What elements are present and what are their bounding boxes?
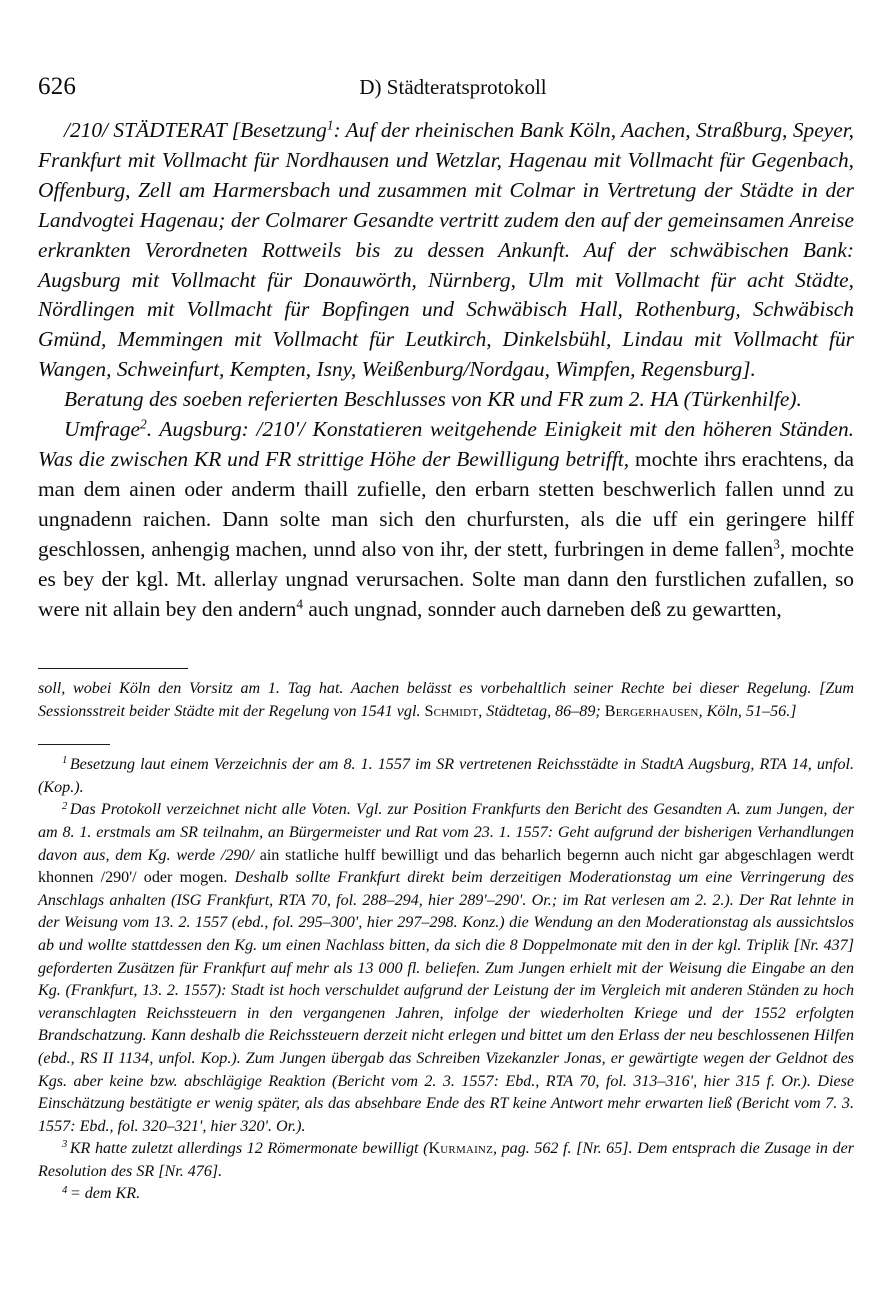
- footnote-text-a: soll, wobei Köln den Vorsitz am 1. Tag hat. Aachen belässt es vorbehaltlich seiner Rechte bei dieser Regelung. [Zum Sessionsstreit beider Städte mit der Regelung von 1541 vgl.: [38, 680, 854, 720]
- paragraph-text-roman-a: mochte ihrs erachtens, da man dem ainen oder anderm thaill zufielle, den erbarn stetten beschwerlich fallen unnd zu ungnadenn raichen. Dann solte man sich den churfursten, als die uff ein geringere hilff geschlossen, anhengig machen, unnd also von ihr, der stett, furbringen in deme fallen: [38, 446, 854, 561]
- footnote-text: Besetzung laut einem Verzeichnis der am 8. 1. 1557 im SR vertretenen Reichsstädte in StadtA Augsburg, RTA 14, unfol. (Kop.).: [38, 756, 854, 796]
- footnote-marker-2[interactable]: 2: [140, 416, 147, 432]
- paragraph-text-roman-b: , mochte es bey der kgl. Mt. allerlay ungnad verursachen. Solte man dann den furstlichen zufallen, so were nit allain bey den andern: [38, 536, 855, 621]
- page-number: 626: [38, 73, 77, 100]
- footnote-item-4: [38, 1183, 854, 1206]
- footnote-text-italic-a: Das Protokoll verzeichnet nicht alle Voten. Vgl. zur Position Frankfurts den Bericht des Gesandten A. zum Jungen, der am 8. 1. erstmals am SR teilnahm, an Bürgermeister und Rat vom 23. 1. 1557: Geht aufgrund der bisherigen Verhandlungen davon aus, dem Kg. werde /290/: [38, 801, 854, 864]
- running-title: D) Städteratsprotokoll: [359, 75, 547, 99]
- paragraph-lead: /210/ STÄDTERAT [Besetzung: [64, 118, 327, 142]
- paragraph-text-roman-c: auch ungnad, sonnder auch darneben deß zu gewartten,: [302, 596, 782, 621]
- footnote-number-4: 4: [62, 1184, 68, 1196]
- footnote-text: = dem KR.: [69, 1185, 141, 1203]
- footnote-text-b: , pag. 562 f. [Nr. 65]. Dem entsprach die Zusage in der Resolution des SR [Nr. 476].: [38, 1140, 854, 1180]
- citation-source-kurmainz: Kurmainz: [428, 1140, 493, 1158]
- running-head: [38, 72, 854, 102]
- paragraph-text: Beratung des soeben referierten Beschlusses von KR und FR zum 2. HA (Türkenhilfe).: [64, 387, 802, 412]
- footnote-number-3: 3: [62, 1139, 68, 1151]
- footnote-item-1: [38, 754, 854, 799]
- footnote-separator-rule: [38, 744, 110, 745]
- citation-author-bergerhausen: Bergerhausen: [604, 702, 699, 720]
- footnote-text-a: KR hatte zuletzt allerdings 12 Römermonate bewilligt (: [69, 1140, 429, 1158]
- paragraph-staedterat-besetzung: [38, 116, 854, 385]
- citation-author-schmidt: Schmidt: [424, 702, 479, 720]
- paragraph-umfrage-augsburg: [38, 415, 854, 624]
- footnote-apparatus: [38, 668, 854, 1206]
- footnote-continued: [38, 678, 854, 723]
- paragraph-text-italic: . Augsburg: /210'/ Konstatieren weitgehende Einigkeit mit den höheren Ständen. Was die zwischen KR und FR strittige Höhe der Bewilligung betrifft,: [38, 417, 854, 471]
- paragraph-lead: Umfrage: [64, 417, 141, 442]
- footnote-number-1: 1: [62, 755, 68, 767]
- footnote-marker-4[interactable]: 4: [296, 596, 303, 612]
- paragraph-beratung: [38, 385, 854, 415]
- footnote-text-italic-c: Deshalb sollte Frankfurt direkt beim derzeitigen Moderationstag um eine Verringerung des Anschlags anhalten (ISG Frankfurt, RTA 70, fol. 288–294, hier 289'–290'. Or.; im Rat verlesen am 2. 2.). Der Rat lehnte in der Weisung vom 13. 2. 1557 (ebd., fol. 295–300', hier 297–298. Konz.) die Wendung an den Moderationstag als aussichtslos ab und wollte stattdessen den Kg. um einen Nachlass bitten, da sich die 8 Doppelmonate mit den in der kgl. Triplik [Nr. 437] geforderten Zusätzen für Frankfurt auf mehr als 13 000 fl. beliefen. Zum Jungen erhielt mit der Weisung die Eingabe an den Kg. (Frankfurt, 13. 2. 1557): Stadt ist hoch verschuldet aufgrund der Leistung der im Vergleich mit anderen Ständen zu hoch veranschlagten Reichssteuern in den vergangenen Jahren, infolge der wiederholten Kriege und der 1552 erfolgten Brandschatzung. Kann deshalb die Reichssteuern derzeit nicht erlegen und bittet um den Erlass der neu beschlossenen Hilfen (ebd., RS II 1134, unfol. Kop.). Zum Jungen übergab das Schreiben Vizekanzler Jonas, er gewärtigte wegen der Geldnot des Kgs. aber keine bzw. abschlägige Reaktion (Bericht vom 2. 3. 1557: Ebd., RTA 70, fol. 313–316', hier 315 f. Or.). Diese Einschätzung bestätigte er wenig später, als das absehbare Ende des RT keine Antwort mehr erwarten ließ (Bericht vom 7. 3. 1557: Ebd., fol. 320–321', hier 320'. Or.).: [38, 869, 854, 1135]
- footnote-number-2: 2: [62, 800, 68, 812]
- footnote-text-b: , Städtetag, 86–89;: [478, 702, 605, 720]
- body-text: [38, 116, 854, 624]
- footnote-item-3: [38, 1138, 854, 1183]
- footnote-text-roman: ain statliche hulff bewilligt und das beharlich begernn auch nicht gar abgeschlagen werdt khonnen /290'/ oder mogen.: [38, 846, 854, 887]
- footnote-marker-1[interactable]: 1: [326, 117, 334, 133]
- footnote-marker-3[interactable]: 3: [773, 536, 780, 552]
- footnote-item-2: [38, 799, 854, 1138]
- footnote-continuation-rule: [38, 668, 188, 669]
- paragraph-text: : Auf der rheinischen Bank Köln, Aachen, Straßburg, Speyer, Frankfurt mit Vollmacht für Nordhausen und Wetzlar, Hagenau mit Vollmacht für Gegenbach, Offenburg, Zell am Harmersbach und zusammen mit Colmar in Vertretung der Städte in der Landvogtei Hagenau; der Colmarer Gesandte vertritt zudem den auf der gemeinsamen Anreise erkrankten Verordneten Rottweils bis zu dessen Ankunft. Auf der schwäbischen Bank: Augsburg mit Vollmacht für Donauwörth, Nürnberg, Ulm mit Vollmacht für acht Städte, Nördlingen mit Vollmacht für Bopfingen und Schwäbisch Hall, Rothenburg, Schwäbisch Gmünd, Memmingen mit Vollmacht für Leutkirch, Dinkelsbühl, Lindau mit Vollmacht für Wangen, Schweinfurt, Kempten, Isny, Weißenburg/Nordgau, Wimpfen, Regensburg].: [38, 118, 854, 382]
- footnote-text-c: , Köln, 51–56.]: [698, 702, 797, 720]
